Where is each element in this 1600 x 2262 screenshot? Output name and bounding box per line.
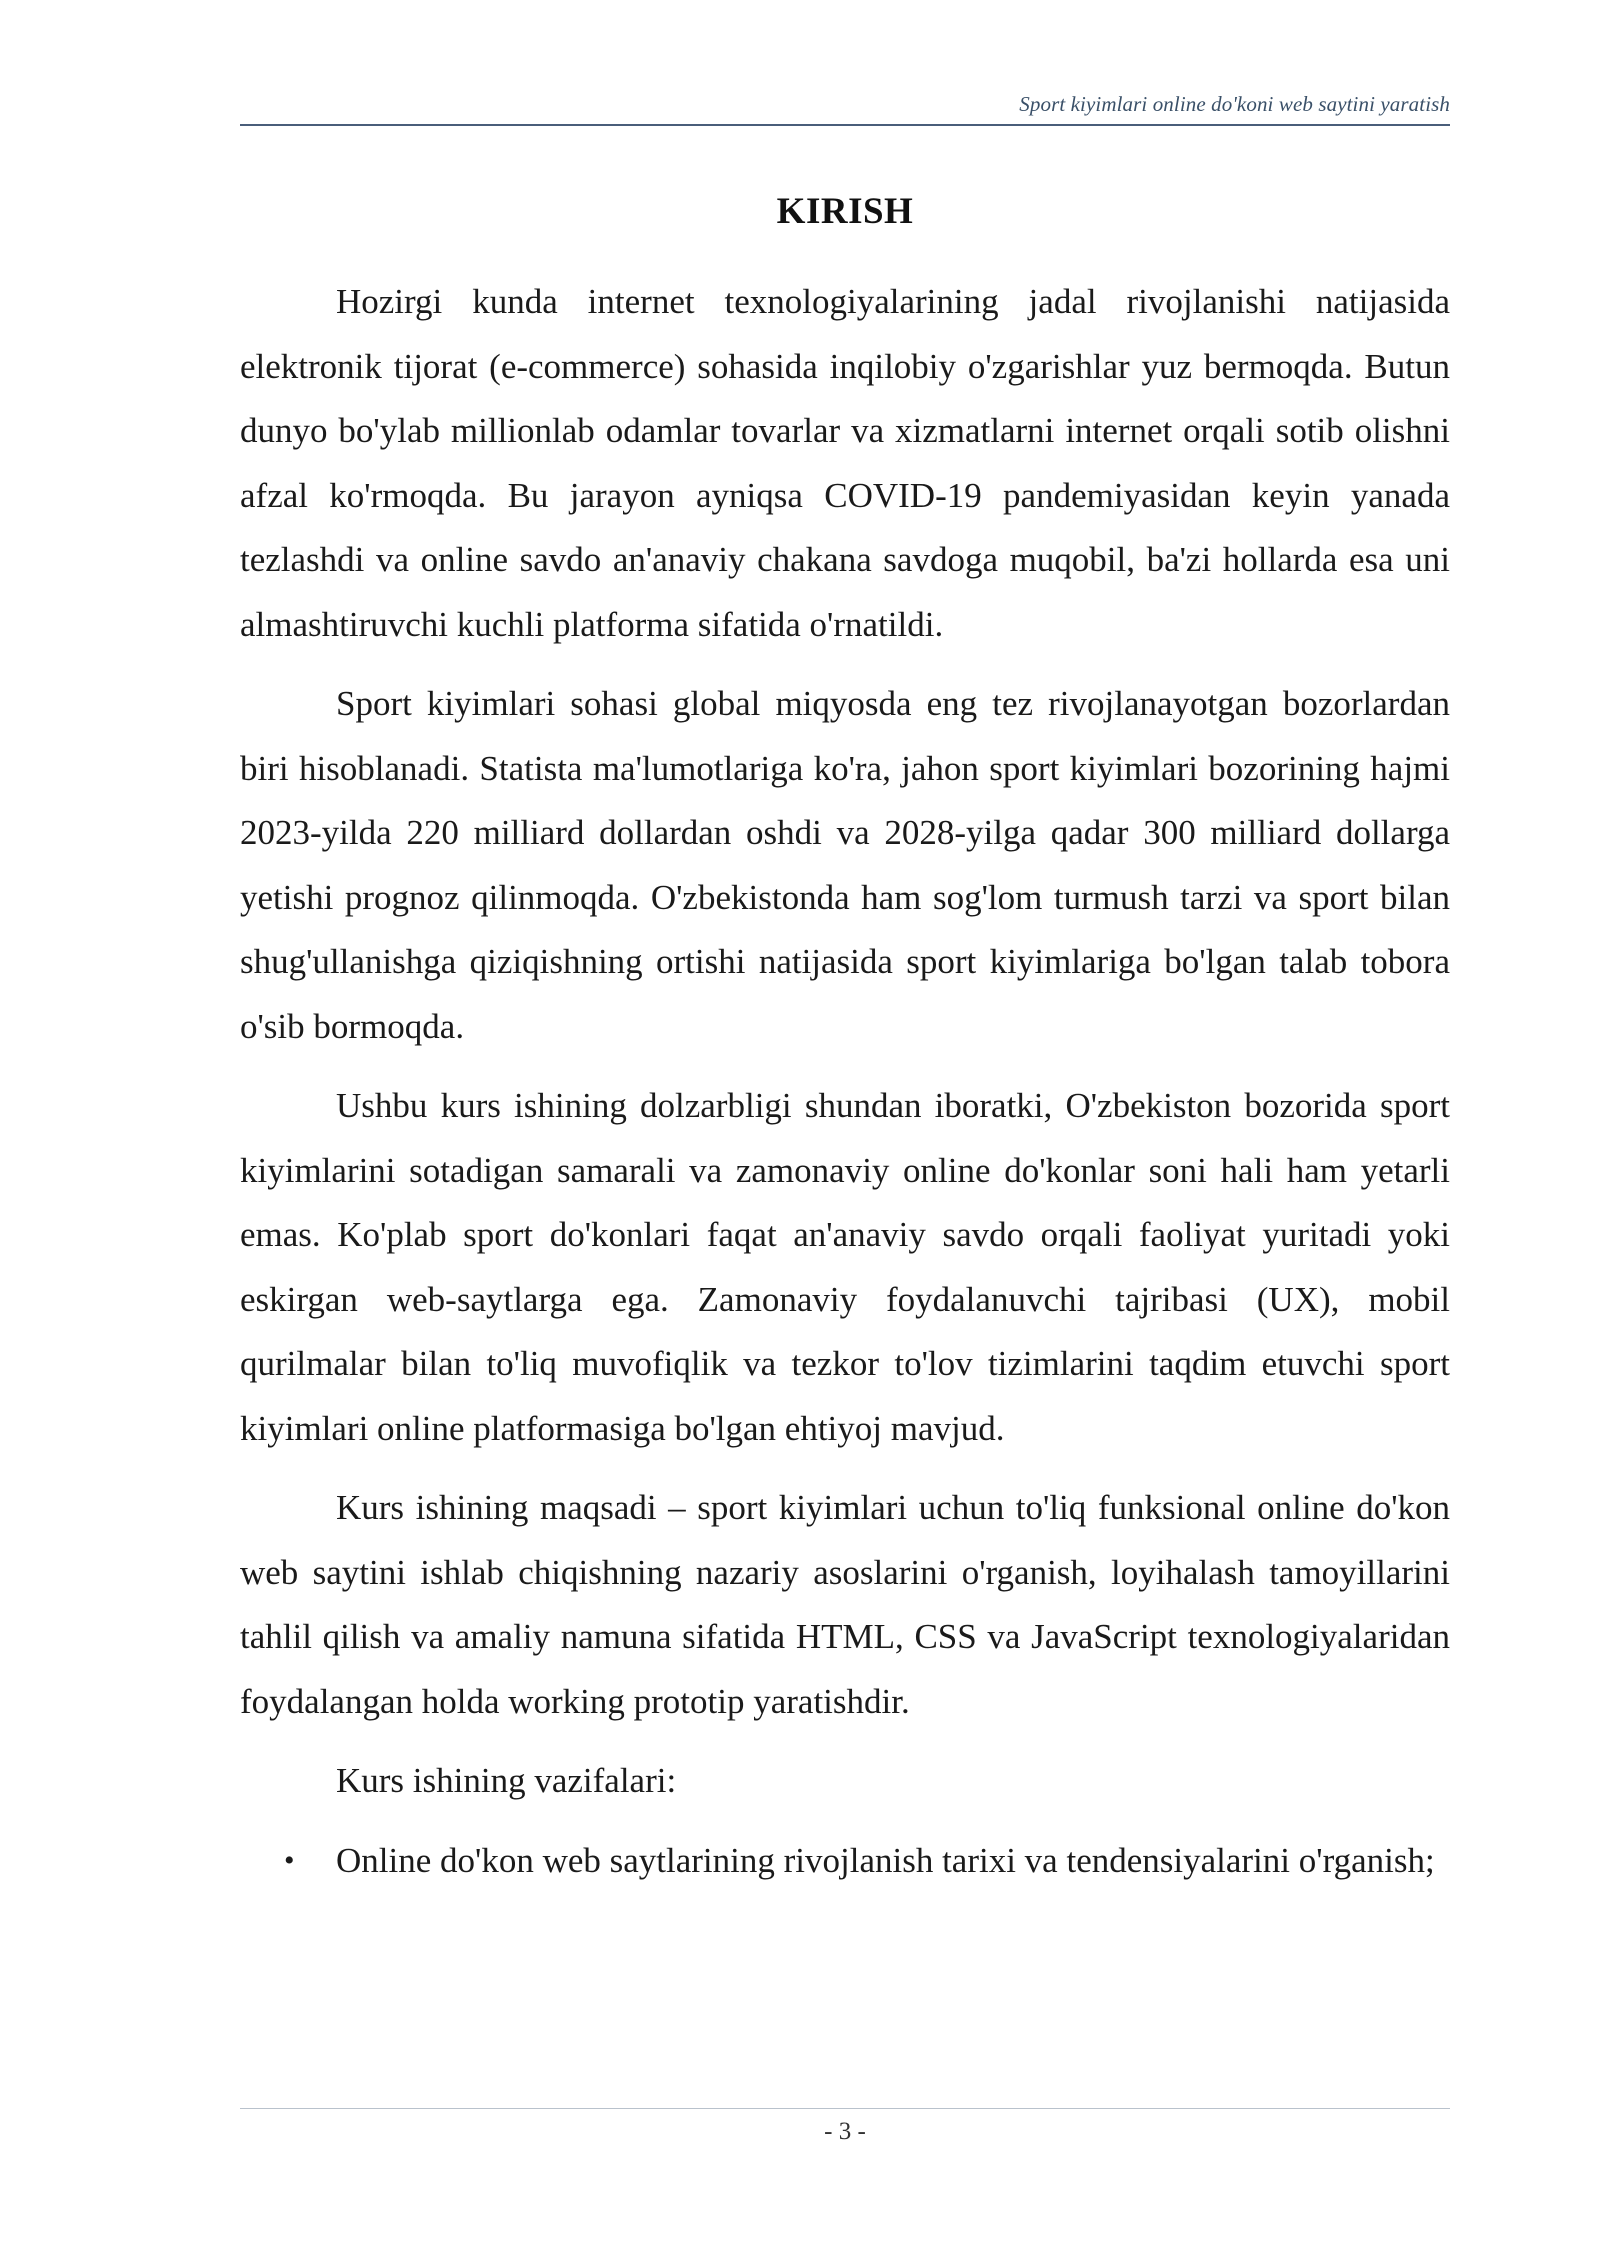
list-item: [240, 1832, 1450, 1890]
running-header: Sport kiyimlari online do'koni web saytini yaratish: [1019, 92, 1450, 116]
chapter-title: KIRISH: [776, 191, 914, 232]
footer-rule: [240, 2108, 1450, 2109]
task-list: [240, 1832, 1450, 1890]
page-number: - 3 -: [824, 2118, 866, 2145]
paragraph-4: Kurs ishining maqsadi – sport kiyimlari uchun to'liq funksional online do'kon web saytini ishlab chiqishning nazariy asoslarini o'rganish, loyihalash tamoyillarini tahlil qilish va amaliy namuna sifatida HTML, CSS va JavaScript texnologiyalaridan foydalangan holda working prototip yaratishdir.: [240, 1488, 1450, 1721]
tasks-intro: Kurs ishining vazifalari:: [336, 1761, 677, 1800]
bullet-icon: •: [284, 1843, 295, 1877]
paragraph-2: Sport kiyimlari sohasi global miqyosda eng tez rivojlanayotgan bozorlardan biri hisoblanadi. Statista ma'lumotlariga ko'ra, jahon sport kiyimlari bozorining hajmi 2023-yilda 220 milliard dollardan oshdi va 2028-yilga qadar 300 milliard dollarga yetishi prognoz qilinmoqda. O'zbekistonda ham sog'lom turmush tarzi va sport bilan shug'ullanishga qiziqishning ortishi natijasida sport kiyimlariga bo'lgan talab tobora o'sib bormoqda.: [240, 684, 1450, 1046]
paragraph-1: Hozirgi kunda internet texnologiyalarining jadal rivojlanishi natijasida elektronik tijorat (e-commerce) sohasida inqilobiy o'zgarishlar yuz bermoqda. Butun dunyo bo'ylab millionlab odamlar tovarlar va xizmatlarni internet orqali sotib olishni afzal ko'rmoqda. Bu jarayon ayniqsa COVID-19 pandemiyasidan keyin yanada tezlashdi va online savdo an'anaviy chakana savdoga muqobil, ba'zi hollarda esa uni almashtiruvchi kuchli platforma sifatida o'rnatildi.: [240, 282, 1450, 644]
header-rule: [240, 124, 1450, 126]
body-text: [240, 270, 1450, 1890]
paragraph-3: Ushbu kurs ishining dolzarbligi shundan iboratki, O'zbekiston bozorida sport kiyimlarini sotadigan samarali va zamonaviy online do'konlar soni hali ham yetarli emas. Ko'plab sport do'konlari faqat an'anaviy savdo orqali faoliyat yuritadi yoki eskirgan web-saytlarga ega. Zamonaviy foydalanuvchi tajribasi (UX), mobil qurilmalar bilan to'liq muvofiqlik va tezkor to'lov tizimlarini taqdim etuvchi sport kiyimlari online platformasiga bo'lgan ehtiyoj mavjud.: [240, 1086, 1450, 1448]
task-item-text: Online do'kon web saytlarining rivojlanish tarixi va tendensiyalarini o'rganish;: [336, 1840, 1435, 1880]
